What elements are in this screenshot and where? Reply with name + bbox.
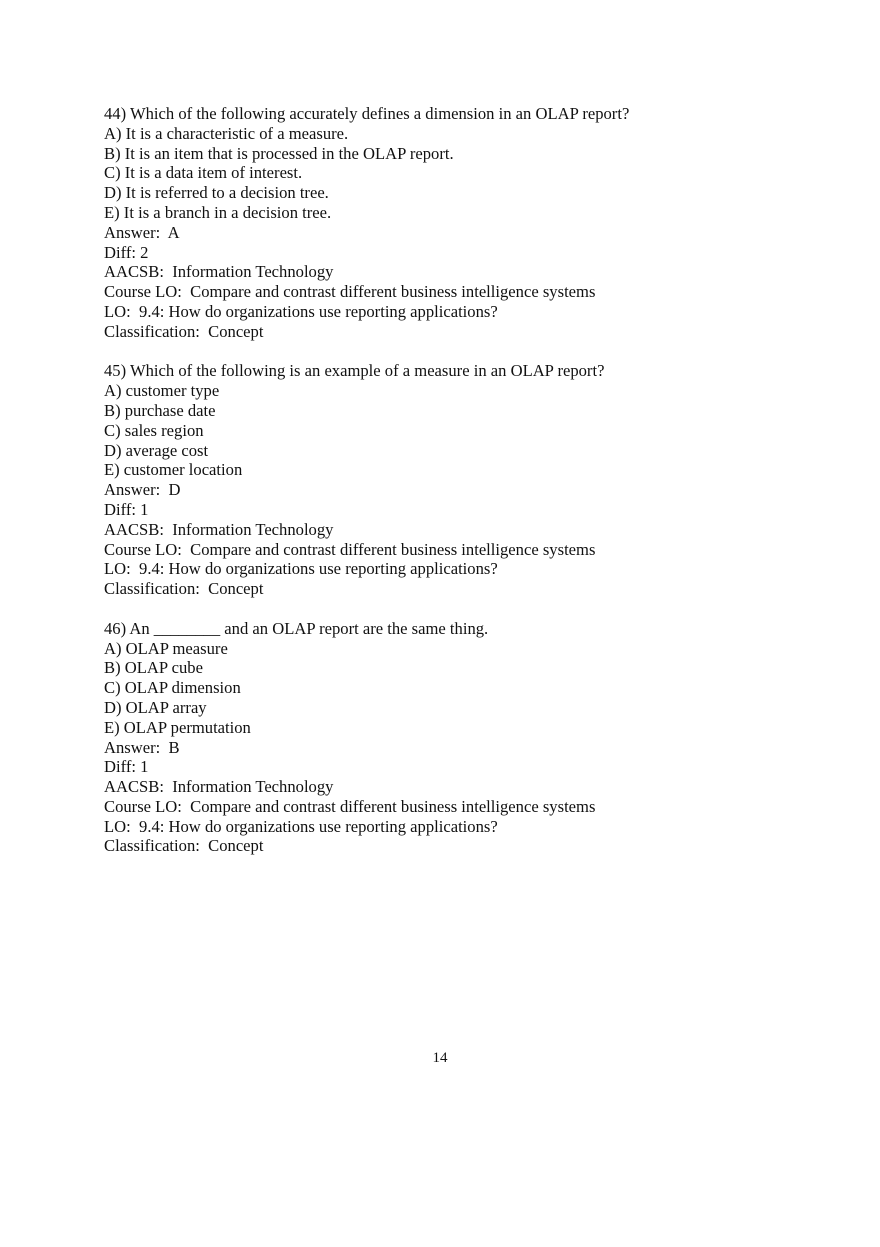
learning-objective: LO: 9.4: How do organizations use reporting applications? bbox=[104, 559, 498, 579]
answer-option: C) sales region bbox=[104, 420, 204, 440]
course-lo: Course LO: Compare and contrast different business intelligence systems bbox=[104, 282, 596, 302]
question-text: 45) Which of the following is an example of a measure in an OLAP report? bbox=[104, 361, 605, 381]
difficulty: Diff: 2 bbox=[104, 242, 149, 262]
question-text: 44) Which of the following accurately defines a dimension in an OLAP report? bbox=[104, 104, 630, 123]
aacsb-tag: AACSB: Information Technology bbox=[104, 777, 334, 797]
answer-option: B) OLAP cube bbox=[104, 658, 203, 678]
answer-option: E) It is a branch in a decision tree. bbox=[104, 202, 332, 222]
answer-key: Answer: D bbox=[104, 480, 181, 500]
answer-option: B) It is an item that is processed in the OLAP report. bbox=[104, 143, 454, 163]
answer-option: A) OLAP measure bbox=[104, 638, 228, 658]
classification: Classification: Concept bbox=[104, 579, 264, 599]
answer-option: D) It is referred to a decision tree. bbox=[104, 183, 329, 203]
question-block bbox=[104, 104, 804, 342]
answer-key: Answer: A bbox=[104, 222, 180, 242]
difficulty: Diff: 1 bbox=[104, 757, 149, 777]
answer-key: Answer: B bbox=[104, 737, 180, 757]
question-list bbox=[104, 104, 804, 876]
answer-option: A) It is a characteristic of a measure. bbox=[104, 123, 349, 143]
question-block bbox=[104, 361, 804, 599]
answer-option: C) It is a data item of interest. bbox=[104, 163, 303, 183]
course-lo: Course LO: Compare and contrast different business intelligence systems bbox=[104, 796, 596, 816]
page-number: 14 bbox=[432, 1050, 448, 1066]
course-lo: Course LO: Compare and contrast different business intelligence systems bbox=[104, 539, 596, 559]
question-text: 46) An ________ and an OLAP report are the same thing. bbox=[104, 618, 489, 638]
answer-option: A) customer type bbox=[104, 381, 220, 401]
learning-objective: LO: 9.4: How do organizations use reporting applications? bbox=[104, 301, 498, 321]
answer-option: B) purchase date bbox=[104, 400, 216, 420]
learning-objective: LO: 9.4: How do organizations use reporting applications? bbox=[104, 816, 498, 836]
aacsb-tag: AACSB: Information Technology bbox=[104, 262, 334, 282]
difficulty: Diff: 1 bbox=[104, 499, 149, 519]
answer-option: E) customer location bbox=[104, 460, 243, 480]
aacsb-tag: AACSB: Information Technology bbox=[104, 519, 334, 539]
answer-option: C) OLAP dimension bbox=[104, 678, 241, 698]
question-block bbox=[104, 619, 804, 857]
answer-option: E) OLAP permutation bbox=[104, 717, 251, 737]
answer-option: D) average cost bbox=[104, 440, 209, 460]
answer-option: D) OLAP array bbox=[104, 697, 207, 717]
classification: Classification: Concept bbox=[104, 321, 264, 341]
classification: Classification: Concept bbox=[104, 836, 264, 856]
